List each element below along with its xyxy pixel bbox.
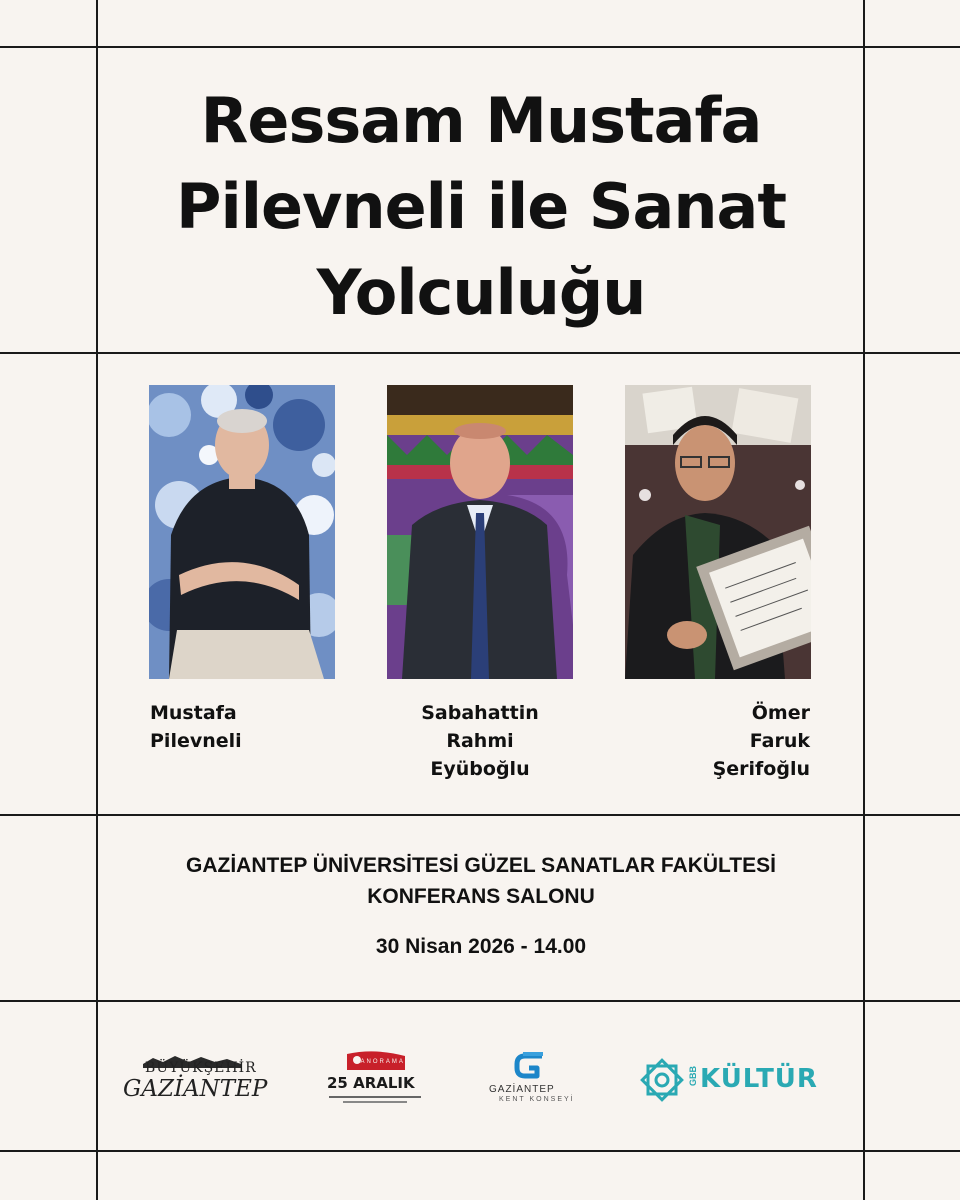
speaker-name-pilevneli [150,699,350,755]
buyuksehir-logo-main: GAZİANTEP [123,1076,268,1102]
panorama-logo-top: PANORAMA [355,1059,405,1065]
panorama-subtext-line [343,1101,407,1103]
title-line: Yolculuğu [316,256,646,329]
grid-line-logos-bottom [0,1150,960,1152]
speaker-name-line: Mustafa [150,702,237,724]
speaker-name-line: Faruk [749,730,810,752]
speaker-name-line: Eyüboğlu [430,758,530,780]
speaker-name-line: Pilevneli [150,730,242,752]
speaker-photo-pilevneli [149,385,335,679]
grid-line-venue-bottom [0,1000,960,1002]
venue-line: KONFERANS SALONU [367,885,595,908]
portrait-photo-pilevneli [149,385,335,679]
kent-logo-sub: KENT KONSEYİ [499,1096,575,1103]
portrait-photo-eyuboglu [387,385,573,679]
buyuksehir-logo-top: BÜYÜKŞEHİR [145,1060,257,1076]
panorama-subtext-line [329,1096,421,1098]
speaker-name-line: Ömer [751,702,810,724]
venue-line: GAZİANTEP ÜNİVERSİTESİ GÜZEL SANATLAR FAKÜLTESİ [186,854,776,877]
speaker-name-line: Rahmi [446,730,514,752]
speaker-name-eyuboglu [380,699,580,783]
event-date: 30 Nisan 2026 - 14.00 [375,935,587,958]
event-title [98,78,864,336]
title-line: Ressam Mustafa [200,84,762,157]
kent-logo-main: GAZİANTEP [489,1084,555,1095]
kent-konseyi-logo [487,1050,577,1110]
portrait-photo-serifoglu [625,385,811,679]
panorama-25-aralik-logo [325,1050,425,1110]
title-line: Pilevneli ile Sanat [176,170,786,243]
grid-line-top [0,46,960,48]
speaker-photo-serifoglu [625,385,811,679]
gbb-kultur-logo [638,1050,843,1110]
star-ornament-icon [638,1056,686,1104]
speaker-name-line: Sabahattin [421,702,539,724]
kent-konseyi-g-icon [487,1050,577,1080]
event-venue [98,850,864,912]
kultur-logo-main: KÜLTÜR [700,1064,818,1094]
buyuksehir-gaziantep-logo [123,1050,268,1110]
speaker-photo-eyuboglu [387,385,573,679]
kultur-logo-prefix: GBB [688,1066,698,1086]
grid-line-speakers-bottom [0,814,960,816]
grid-line-title-bottom [0,352,960,354]
panorama-logo-main: 25 ARALIK [327,1074,415,1092]
speaker-name-serifoglu [610,699,810,783]
speaker-name-line: Şerifoğlu [712,758,810,780]
